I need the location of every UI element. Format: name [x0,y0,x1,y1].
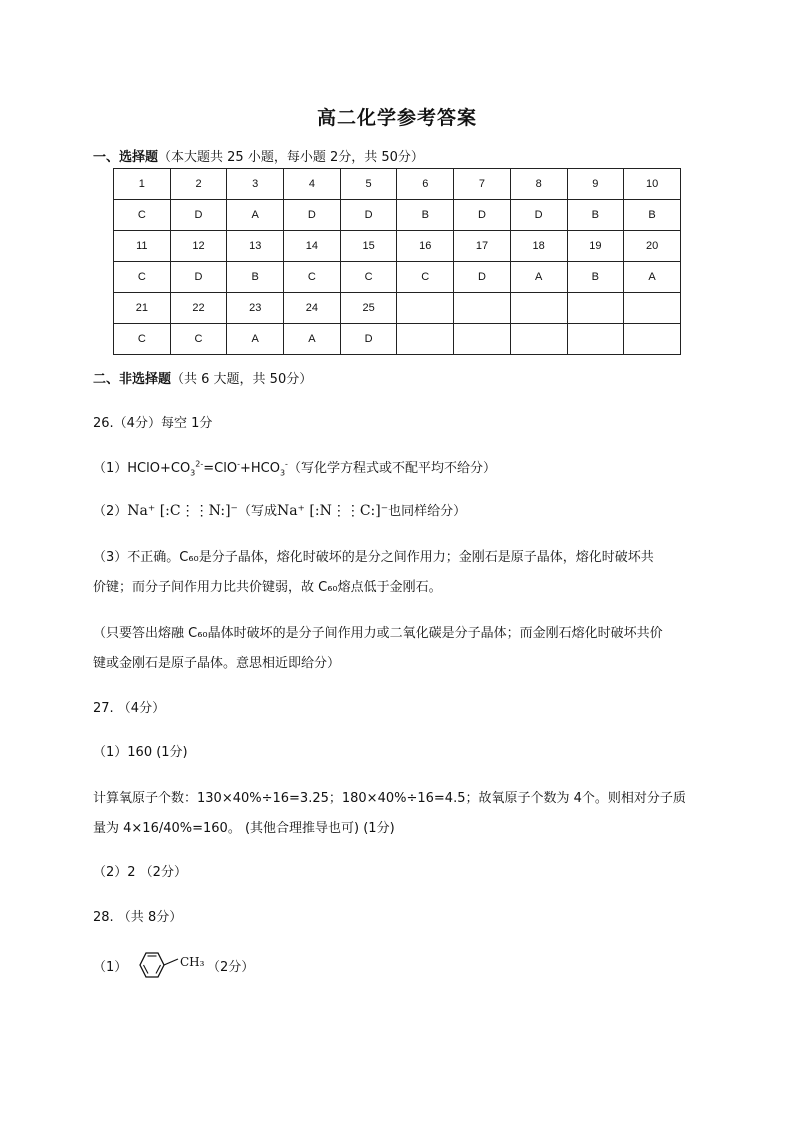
table-cell: C [170,324,227,355]
table-cell: 22 [170,293,227,324]
q27-calc-line2: 量为 4×16/40%=160。 (其他合理推导也可) (1分) [93,821,395,836]
table-row [114,231,681,262]
table-cell: 2 [170,169,227,200]
electron-formula-2: Na⁺ [:N⋮⋮C:]⁻ [276,503,389,519]
page-title: 高二化学参考答案 [316,107,477,129]
section2-title: 二、非选择题 [93,372,172,387]
table-cell: D [454,200,511,231]
table-cell [624,293,681,324]
table-cell: C [397,262,454,293]
table-cell: 20 [624,231,681,262]
table-cell: A [227,200,284,231]
table-cell: 3 [227,169,284,200]
table-cell: 16 [397,231,454,262]
section2-heading [93,368,312,387]
table-cell: 15 [340,231,397,262]
q26-answer-2: （2）Na⁺ [:C⋮⋮N:]⁻（写成Na⁺ [:N⋮⋮C:]⁻也同样给分） [93,503,467,519]
table-cell: A [227,324,284,355]
table-cell [397,324,454,355]
q27-calc-line1: 计算氧原子个数：130×40%÷16=3.25；180×40%÷16=4.5；故氧原子个数为 4个。则相对分子质 [93,791,686,806]
table-cell: 10 [624,169,681,200]
q26-note-line2: 键或金刚石是原子晶体。意思相近即给分） [93,656,341,671]
table-cell: 9 [567,169,624,200]
table-cell: 21 [114,293,171,324]
table-cell: D [340,200,397,231]
table-cell [397,293,454,324]
table-cell: 11 [114,231,171,262]
q27-answer-2: （2）2 （2分） [93,865,187,880]
table-cell: B [624,200,681,231]
table-cell: 12 [170,231,227,262]
q27-header: 27. （4分） [93,701,166,716]
table-cell: B [567,200,624,231]
table-cell: D [284,200,341,231]
table-cell: C [114,262,171,293]
table-cell: D [170,200,227,231]
table-cell: C [340,262,397,293]
table-cell: C [114,200,171,231]
q26-answer-3-line2: 价键；而分子间作用力比共价键弱，故 C₆₀熔点低于金刚石。 [93,580,442,595]
table-cell: D [510,200,567,231]
section1-heading [93,146,424,165]
table-row [114,200,681,231]
electron-formula-1: Na⁺ [:C⋮⋮N:]⁻ [127,503,238,519]
table-cell: 4 [284,169,341,200]
answer-table [113,168,681,355]
table-cell: D [454,262,511,293]
benzene-ring-icon [132,951,180,983]
q26-header: 26.（4分）每空 1分 [93,416,213,431]
table-cell: 1 [114,169,171,200]
table-cell: 7 [454,169,511,200]
table-cell: 14 [284,231,341,262]
table-cell [510,324,567,355]
table-cell: D [340,324,397,355]
table-cell: 24 [284,293,341,324]
table-cell: A [284,324,341,355]
table-cell: C [284,262,341,293]
table-cell [567,324,624,355]
table-cell: 19 [567,231,624,262]
table-cell [567,293,624,324]
table-cell: B [227,262,284,293]
table-cell: 17 [454,231,511,262]
table-cell: A [624,262,681,293]
q28-header: 28. （共 8分） [93,910,183,925]
q26-note-line1: （只要答出熔融 C₆₀晶体时破坏的是分子间作用力或二氧化碳是分子晶体；而金刚石熔化时破坏共价 [93,626,663,641]
table-row [114,169,681,200]
table-cell: B [567,262,624,293]
table-cell: 23 [227,293,284,324]
table-cell: C [114,324,171,355]
table-cell: A [510,262,567,293]
table-cell [454,324,511,355]
table-cell: D [170,262,227,293]
q28-answer-1-prefix: （1） [93,960,128,975]
table-cell: 13 [227,231,284,262]
table-cell: 18 [510,231,567,262]
table-cell: 5 [340,169,397,200]
section2-note: （共 6 大题，共 50分） [171,372,313,387]
table-row [114,262,681,293]
q26-answer-1: $(1)HClO+CO_3^{2-}=ClO^-+HCO_3^-$（写化学方程式或不配平均不给分） [93,459,496,478]
table-cell [510,293,567,324]
table-row [114,293,681,324]
table-cell: B [397,200,454,231]
table-cell [624,324,681,355]
table-cell [454,293,511,324]
q27-answer-1: （1）160 (1分) [93,745,188,760]
q26-answer-3-line1: （3）不正确。C₆₀是分子晶体，熔化时破坏的是分之间作用力；金刚石是原子晶体，熔化时破坏共 [93,550,654,565]
section1-title: 一、选择题 [93,150,159,165]
q28-answer-1-score: （2分） [207,960,255,975]
table-cell: 6 [397,169,454,200]
methyl-label: CH₃ [180,955,205,969]
section1-note: （本大题共 25 小题，每小题 2分，共 50分） [158,150,424,165]
table-row [114,324,681,355]
table-cell: 25 [340,293,397,324]
table-cell: 8 [510,169,567,200]
